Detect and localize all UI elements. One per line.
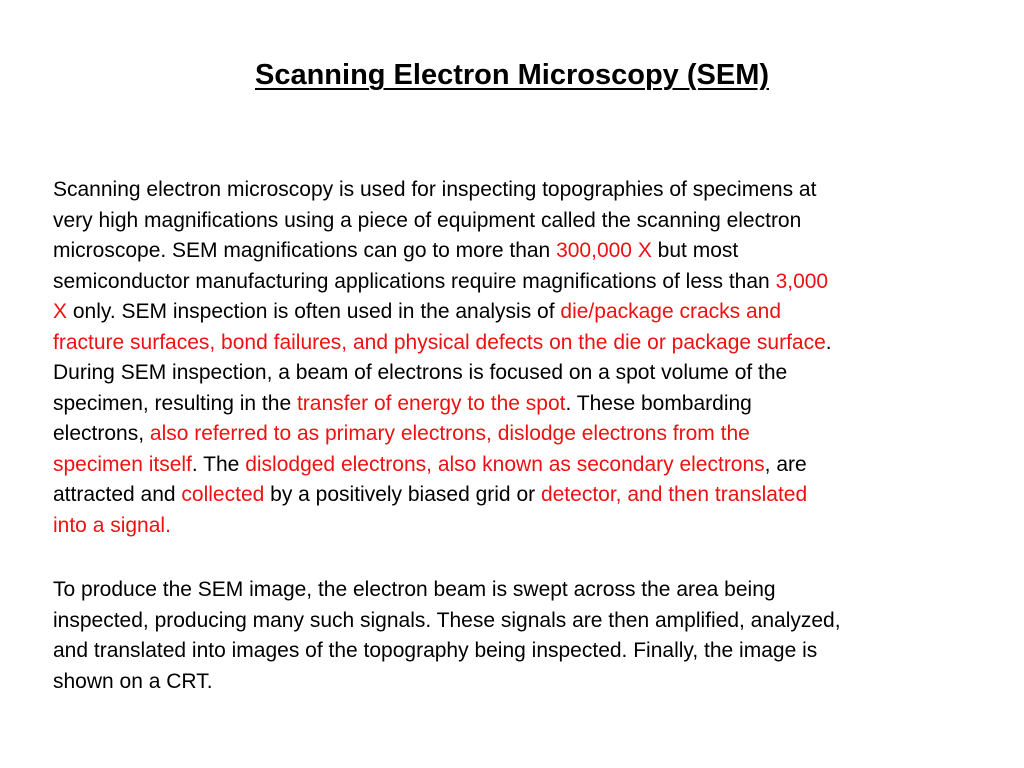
- text-line: microscope. SEM magnifications can go to more than 300,000 X but most: [53, 239, 739, 262]
- highlight-detector: detector, and then translated: [540, 483, 808, 506]
- text-line: specimen, resulting in the transfer of energy to the spot. These bombarding: [53, 391, 752, 415]
- text-line: semiconductor manufacturing applications require magnifications of less than 3,000: [53, 269, 829, 293]
- text-line: inspected, producing many such signals. These signals are then amplified, analyzed,: [53, 608, 841, 632]
- text-line: very high magnifications using a piece of equipment called the scanning electron: [53, 208, 802, 232]
- paragraph-sem-image-production: [53, 575, 1018, 697]
- highlight-energy-transfer: transfer of energy to the spot: [296, 391, 566, 415]
- text-line: attracted and collected by a positively biased grid or detector, and then translated: [53, 483, 808, 506]
- text-line: To produce the SEM image, the electron beam is swept across the area being: [53, 578, 776, 601]
- text-line: electrons, also referred to as primary electrons, dislodge electrons from the: [53, 422, 750, 445]
- text-line: X only. SEM inspection is often used in the analysis of die/package cracks and: [53, 300, 782, 323]
- text-line: [53, 511, 1018, 542]
- highlight-signal: into a signal.: [53, 513, 171, 537]
- slide-title: Scanning Electron Microscopy (SEM): [254, 59, 770, 91]
- text-line: Scanning electron microscopy is used for inspecting topographies of specimens at: [53, 178, 817, 201]
- highlight-magnification-300000: 300,000 X: [556, 239, 652, 262]
- text-line: and translated into images of the topography being inspected. Finally, the image is: [53, 639, 818, 662]
- paragraph-sem-description: [53, 175, 1018, 541]
- highlight-primary-electrons-cont: specimen itself: [53, 452, 192, 476]
- highlight-magnification-3000-unit: X: [53, 300, 68, 323]
- highlight-primary-electrons: also referred to as primary electrons, dislodge electrons from the: [149, 422, 750, 445]
- highlight-collected: collected: [181, 483, 265, 506]
- text-line: specimen itself. The dislodged electrons, also known as secondary electrons, are: [53, 452, 807, 476]
- highlight-analysis-targets: die/package cracks and: [560, 300, 782, 323]
- highlight-secondary-electrons: dislodged electrons, also known as secondary electrons: [245, 452, 765, 476]
- text-line: fracture surfaces, bond failures, and physical defects on the die or package surface.: [53, 330, 832, 354]
- highlight-analysis-targets-cont: fracture surfaces, bond failures, and physical defects on the die or package surface: [53, 330, 826, 354]
- text-line: shown on a CRT.: [53, 669, 213, 693]
- highlight-magnification-3000: 3,000: [775, 269, 829, 293]
- text-line: During SEM inspection, a beam of electrons is focused on a spot volume of the: [53, 361, 788, 384]
